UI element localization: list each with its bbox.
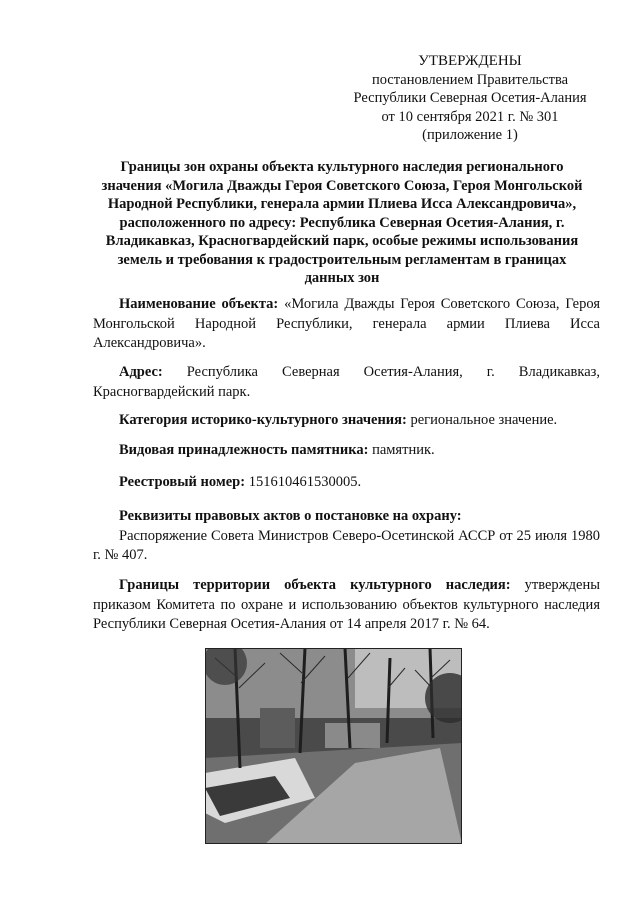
borders-value: утверждены приказом Комитета по охране и использованию объектов культурного наследия Республики Северная Осетия-Алания от 14 апреля 2017 г. № 64. — [93, 577, 600, 632]
category-paragraph — [93, 411, 600, 431]
registry-label: Реестровый номер: — [119, 474, 246, 490]
address-label: Адрес: — [119, 364, 163, 380]
approval-appendix: (приложение 1) — [422, 127, 518, 143]
document-title: Границы зон охраны объекта культурного наследия регионального значения «Могила Дважды Героя Советского Союза, Героя Монгольской Народной Республики, генерала армии Плиева Исса Александровича», расположенного по адресу: Республика Северная Осетия-Алания, г. Владикавказ, Красногвардейский парк, особые режимы использования земель и требования к градостроительным регламентам в границах данных зон — [101, 159, 583, 286]
type-paragraph — [93, 441, 600, 461]
registry-value: 151610461530005. — [248, 474, 362, 490]
object-name-label: Наименование объекта: — [119, 296, 279, 312]
approval-block — [340, 52, 600, 145]
approval-date: от 10 сентября 2021 г. № 301 — [381, 108, 559, 125]
borders-paragraph — [93, 576, 600, 635]
requisites-paragraph — [93, 507, 600, 566]
category-value: региональное значение. — [410, 412, 558, 428]
address-paragraph — [93, 363, 600, 402]
type-label: Видовая принадлежность памятника: — [119, 442, 369, 458]
approval-line: Республики Северная Осетия-Алания — [353, 90, 587, 106]
approval-heading: УТВЕРЖДЕНЫ — [418, 53, 522, 69]
address-value: Республика Северная Осетия-Алания, г. Владикавказ, Красногвардейский парк. — [93, 364, 600, 400]
category-label: Категория историко-культурного значения: — [119, 412, 407, 428]
requisites-label: Реквизиты правовых актов о постановке на охрану: — [119, 508, 462, 524]
approval-line: постановлением Правительства — [371, 71, 569, 88]
borders-label: Границы территории объекта культурного наследия: — [119, 577, 511, 593]
object-name-value: «Могила Дважды Героя Советского Союза, Героя Монгольской Народной Республики, генерала армии Плиева Исса Александровича». — [93, 296, 600, 351]
monument-photo — [205, 648, 462, 844]
type-value: памятник. — [372, 442, 435, 458]
object-name-paragraph — [93, 295, 600, 354]
registry-paragraph — [93, 473, 600, 493]
requisites-value: Распоряжение Совета Министров Северо-Осетинской АССР от 25 июля 1980 г. № 407. — [93, 527, 600, 563]
